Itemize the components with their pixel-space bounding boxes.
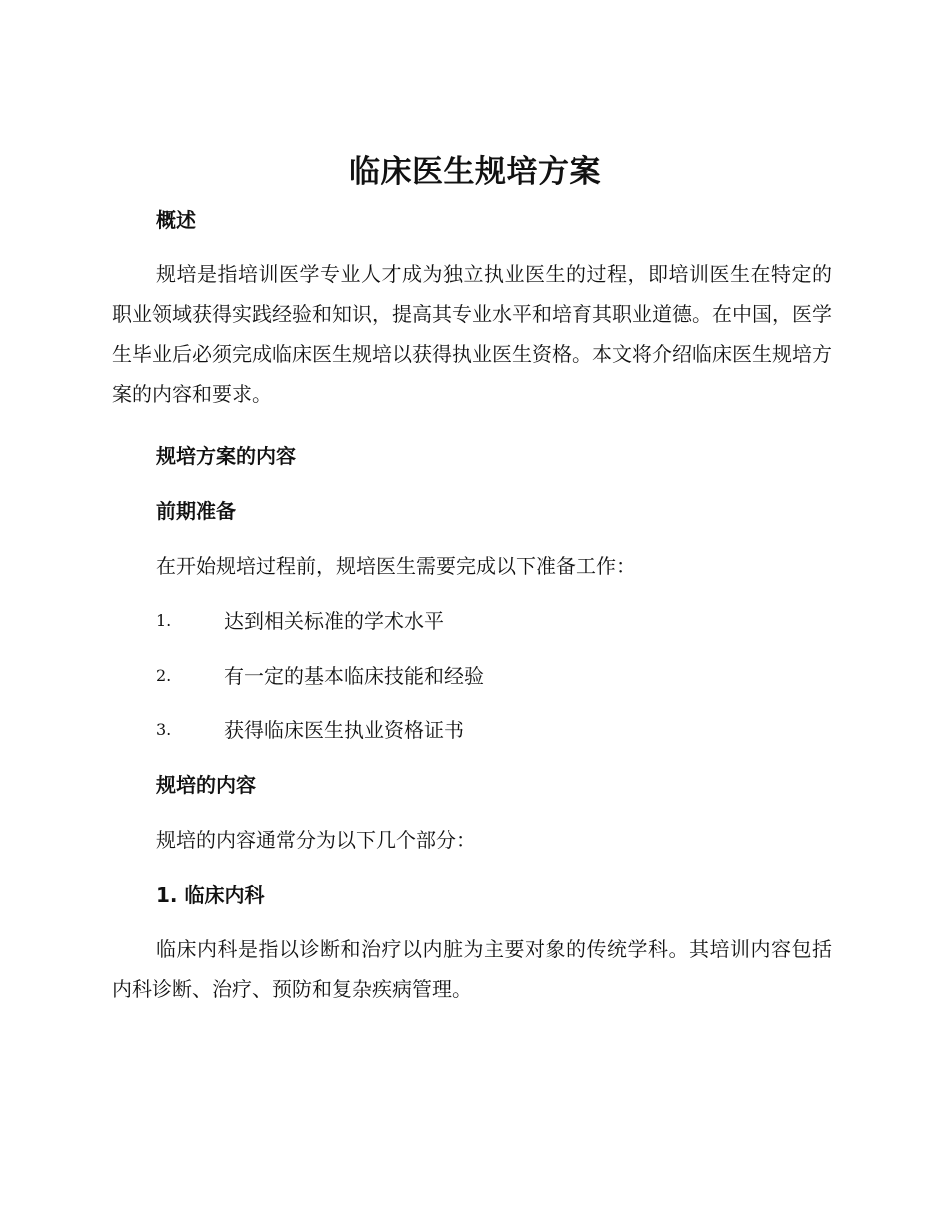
list-text: 有一定的基本临床技能和经验 (224, 664, 484, 688)
content-heading: 规培方案的内容 (156, 444, 296, 468)
training-heading: 规培的内容 (156, 773, 256, 797)
list-number: 2. (156, 666, 172, 685)
list-number: 3. (156, 720, 172, 739)
internal-medicine-heading: 1. 临床内科 (156, 883, 265, 907)
prep-intro: 在开始规培过程前，规培医生需要完成以下准备工作： (156, 554, 636, 578)
training-intro: 规培的内容通常分为以下几个部分： (156, 828, 476, 852)
list-number: 1. (156, 611, 172, 630)
list-text: 获得临床医生执业资格证书 (224, 718, 464, 742)
document-title: 临床医生规培方案 (349, 154, 601, 190)
overview-paragraph: 规培是指培训医学专业人才成为独立执业医生的过程，即培训医生在特定的职业领域获得实践经验和知识，提高其专业水平和培育其职业道德。在中国，医学生毕业后必须完成临床医生规培以获得执业医生资格。本文将介绍临床医生规培方案的内容和要求。 (112, 262, 832, 406)
list-text: 达到相关标准的学术水平 (224, 609, 444, 633)
internal-medicine-paragraph: 临床内科是指以诊断和治疗以内脏为主要对象的传统学科。其培训内容包括内科诊断、治疗、预防和复杂疾病管理。 (112, 937, 832, 1001)
prep-heading: 前期准备 (156, 499, 236, 523)
overview-heading: 概述 (156, 208, 196, 232)
